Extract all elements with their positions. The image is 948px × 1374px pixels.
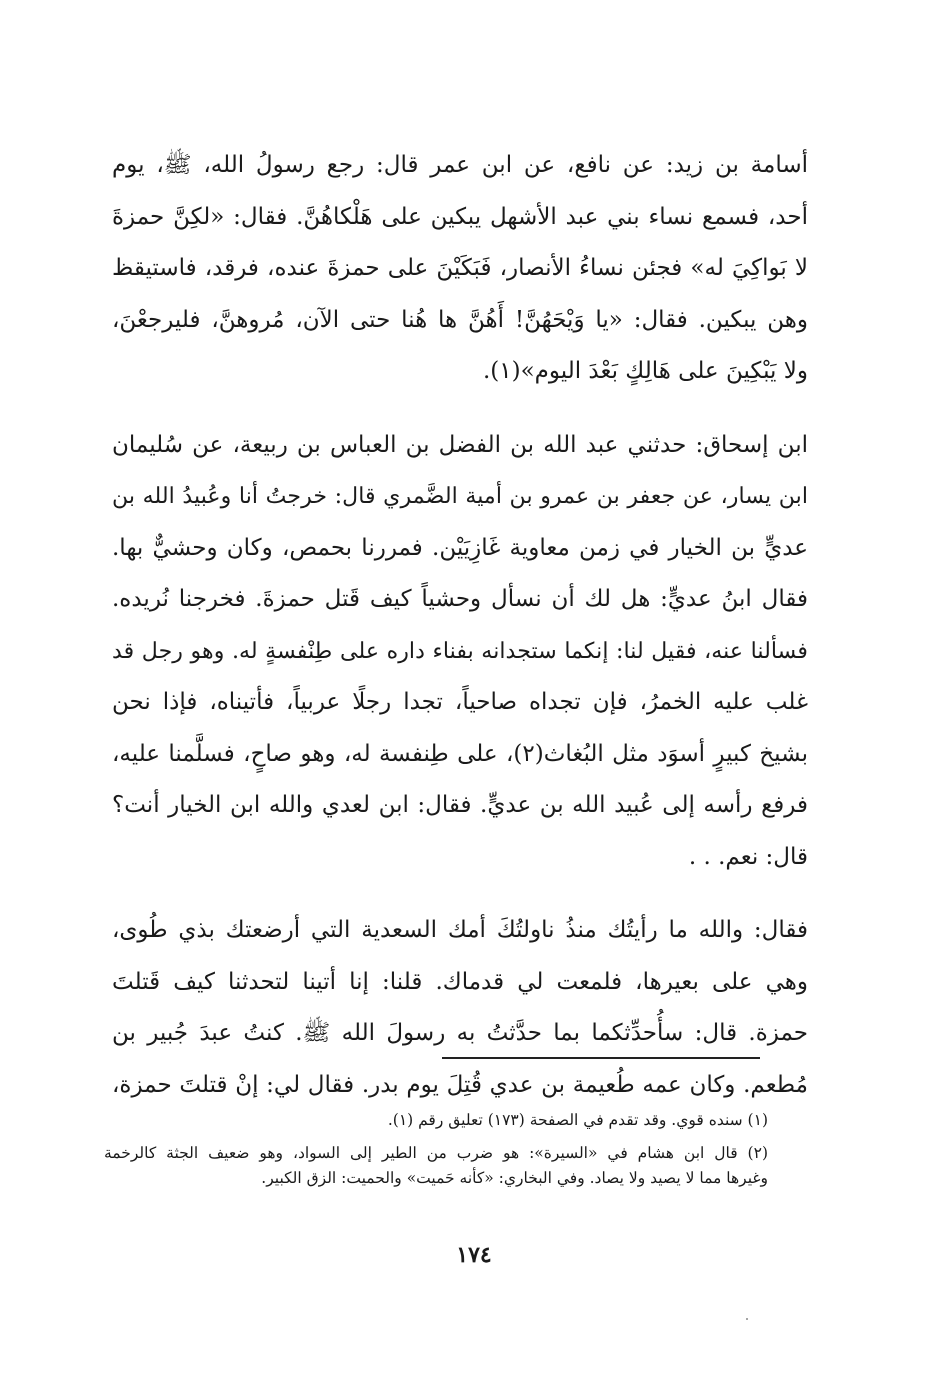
text-line: لا بَواكِيَ له» فجئن نساءُ الأنصار، فَبَكَيْنَ على حمزةَ عنده، فرقد، فاستيقظ (112, 255, 808, 281)
text-line: وهي على بعيرها، فلمعت لي قدماك. قلنا: إنا أتينا لتحدثنا كيف قَتلتَ (112, 968, 808, 995)
text-line: أسامة بن زيد: عن نافع، عن ابن عمر قال: رجع رسولُ الله، ﷺ، يوم (112, 152, 808, 178)
footnotes (104, 1108, 768, 1199)
text-line: مُطعم. وكان عمه طُعيمة بن عدي قُتِلَ يوم بدر. فقال لي: إنْ قتلتَ حمزة، (112, 1071, 808, 1098)
text-line: أحد، فسمع نساء بني عبد الأشهل يبكين على هَلْكاهُنَّ. فقال: «لكِنَّ حمزةَ (112, 203, 808, 230)
footnote-line: وغيرها مما لا يصيد ولا يصاد. وفي البخاري: «كأنه حَميت» والحميت: الزق الكبير. (261, 1169, 768, 1187)
text-line: قال: نعم. . . (688, 843, 808, 870)
text-line: عديٍّ بن الخيار في زمن معاوية غَازِيَيْن. فمررنا بحمص، وكان وحشيٌّ بها. (112, 534, 808, 561)
text-line: ولا يَبْكِينَ على هَالِكٍ بَعْدَ اليوم»(١). (482, 358, 808, 384)
text-line: فقال: والله ما رأيتُك منذُ ناولتُكَ أمك السعدية التي أرضعتك بذي طُوى، (112, 917, 808, 943)
text-line: غلب عليه الخمرُ، فإن تجداه صاحياً، تجدا رجلًا عربياً، فأتيناه، فإذا نحن (112, 689, 808, 715)
text-line: بشيخ كبيرٍ أسوَد مثل البُغاث(٢)، على طِنفسة له، وهو صاحٍ، فسلَّمنا عليه، (112, 740, 808, 767)
footnote-line: (١) سنده قوي. وقد تقدم في الصفحة (١٧٣) تعليق رقم (١). (387, 1111, 768, 1129)
paragraph (112, 140, 808, 398)
text-line: ابن إسحاق: حدثني عبد الله بن الفضل بن العباس بن ربيعة، عن سُليمان (112, 431, 808, 458)
footnote (104, 1108, 768, 1133)
text-line: فسألنا عنه، فقيل لنا: إنكما ستجدانه بفناء داره على طِنْفسةٍ له. وهو رجل قد (112, 637, 808, 664)
text-line: ابن يسار، عن جعفر بن عمرو بن أمية الضَّمري قال: خرجتُ أنا وعُبيدُ الله بن (112, 483, 808, 509)
scan-speck (746, 1318, 748, 1320)
footnote (104, 1141, 768, 1191)
footnote-separator (442, 1057, 760, 1059)
paragraph (112, 905, 808, 1111)
main-text (112, 140, 808, 1133)
paragraph (112, 420, 808, 884)
text-line: وهن يبكين. فقال: «يا وَيْحَهُنَّ! أَهُنَّ ها هُنا حتى الآن، مُروهنَّ، فليرجعْنَ، (112, 306, 808, 333)
page-number: ١٧٤ (456, 1242, 492, 1268)
text-line: فقال ابنُ عديٍّ: هل لك أن نسأل وحشياً كيف قَتل حمزةَ. فخرجنا نُريده. (112, 586, 808, 612)
text-line: فرفع رأسه إلى عُبيد الله بن عديٍّ. فقال: ابن لعدي والله ابن الخيار أنت؟ (112, 792, 808, 818)
footnote-line: (٢) قال ابن هشام في «السيرة»: هو ضرب من الطير إلى السواد، وهو ضعيف الجثة كالرخمة (104, 1144, 768, 1162)
text-line: حمزة. قال: سأُحدِّثكما بما حدَّثتُ به رسولَ الله ﷺ. كنتُ عبدَ جُبير بن (112, 1020, 808, 1046)
